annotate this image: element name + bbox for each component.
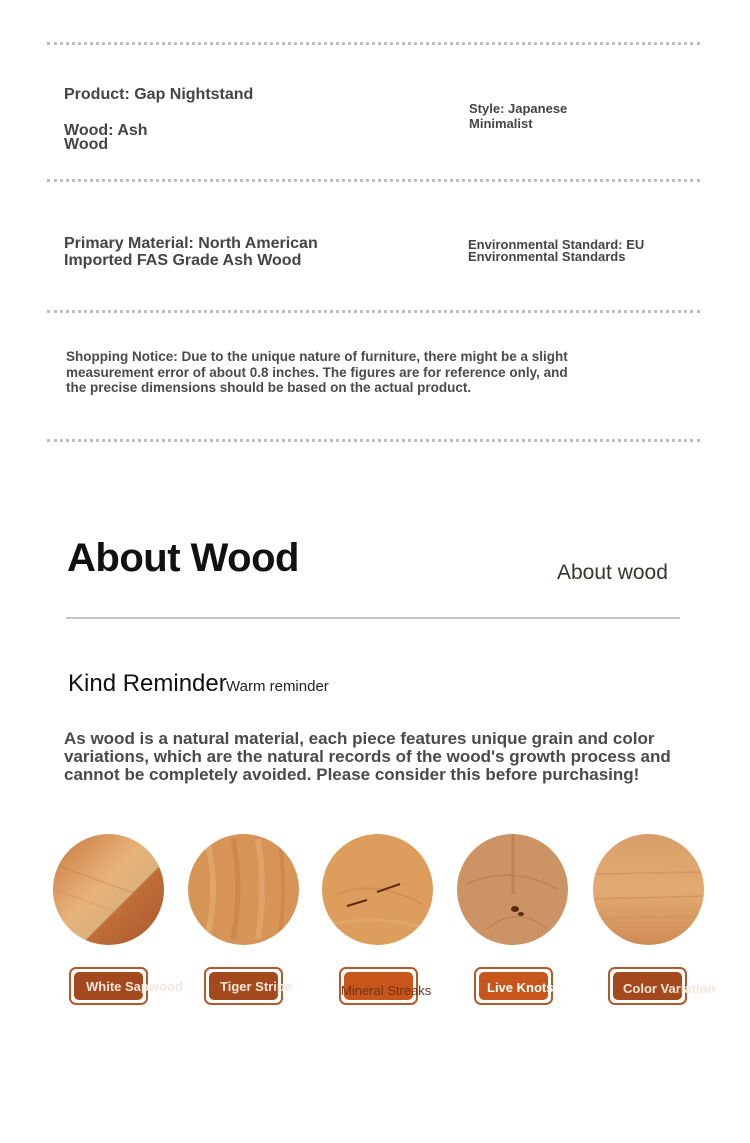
about-wood-title: About Wood (67, 536, 299, 580)
divider-dotted (47, 439, 700, 442)
wood-sample-white-sapwood (53, 834, 164, 945)
divider-dotted (47, 42, 700, 45)
reminder-text-line3: cannot be completely avoided. Please consider this before purchasing! (64, 765, 640, 784)
kind-reminder-title: Kind Reminder (68, 670, 227, 697)
divider-dotted (47, 179, 700, 182)
style-line2: Minimalist (469, 116, 533, 131)
tag-label-mineral-streaks: Mineral Streaks (341, 983, 432, 998)
wood-sample-live-knots (457, 834, 568, 945)
style-line1: Style: Japanese (469, 101, 568, 116)
product-name: Product: Gap Nightstand (64, 86, 254, 103)
tag-label-white-sapwood: White Sapwood (86, 979, 183, 994)
env-standard-line2: Environmental Standards (468, 249, 626, 264)
section-rule (66, 617, 680, 619)
wood-type-line2: Wood (64, 136, 109, 153)
warm-reminder-subtitle: Warm reminder (226, 678, 329, 695)
wood-sample-mineral-streaks (322, 834, 433, 945)
shopping-notice-line2: measurement error of about 0.8 inches. The figures are for reference only, and (66, 365, 568, 380)
divider-dotted (47, 310, 700, 313)
tag-label-tiger-stripe: Tiger Stripe (220, 979, 293, 994)
wood-sample-tiger-stripe (188, 834, 299, 945)
about-wood-subtitle: About wood (557, 561, 668, 584)
wood-sample-color-variation (593, 834, 704, 945)
material-line1: Primary Material: North American (64, 235, 318, 252)
tag-label-color-variation: Color Variation (623, 981, 716, 996)
reminder-text-line2: variations, which are the natural records of the wood's growth process and (64, 747, 671, 766)
reminder-text-line1: As wood is a natural material, each piece features unique grain and color (64, 729, 655, 748)
shopping-notice-line3: the precise dimensions should be based on the actual product. (66, 380, 472, 395)
tag-label-live-knots: Live Knots (487, 980, 554, 995)
wood-type-line1: Wood: Ash (64, 122, 148, 139)
material-line2: Imported FAS Grade Ash Wood (64, 252, 302, 269)
env-standard-line1: Environmental Standard: EU (468, 237, 645, 252)
shopping-notice-line1: Shopping Notice: Due to the unique nature of furniture, there might be a slight (66, 349, 568, 364)
